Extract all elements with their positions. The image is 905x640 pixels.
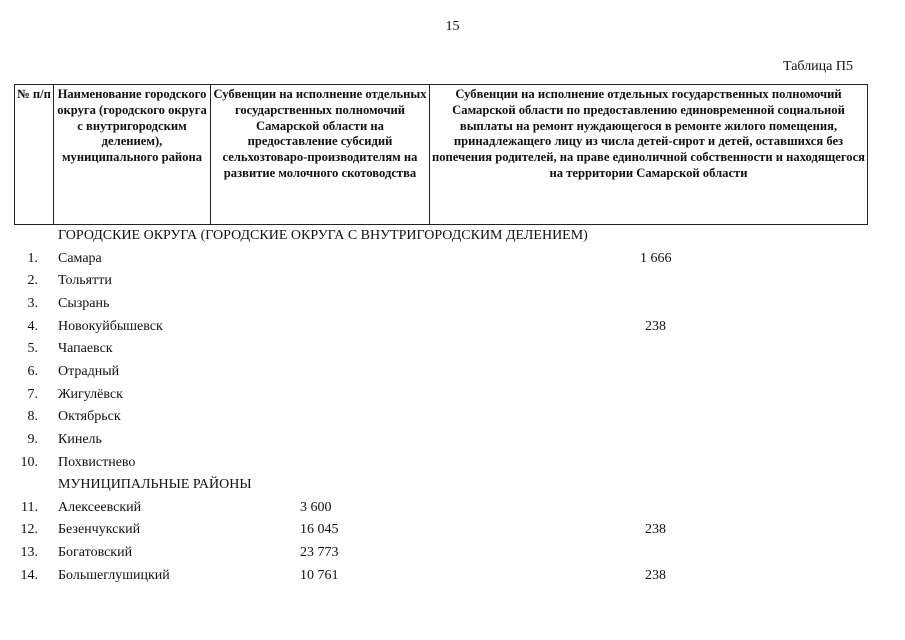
row-dairy-value: 16 045 (300, 522, 339, 537)
header-col-dairy: Субвенции на исполнение отдельных государственных полномочий Самарской области на предоставление субсидий сельхозтоваро-производителям на развитие молочного скотоводства (211, 85, 430, 225)
row-name: Безенчукский (58, 522, 141, 537)
row-number: 4. (27, 319, 38, 334)
row-name: Кинель (58, 432, 102, 447)
table-row (0, 341, 905, 363)
row-name: Жигулёвск (58, 387, 123, 402)
table-row (0, 409, 905, 431)
table-label: Таблица П5 (783, 59, 853, 74)
row-number: 13. (20, 545, 38, 560)
table-row (0, 273, 905, 295)
table-row (0, 522, 905, 544)
row-housing-value: 238 (645, 319, 666, 334)
table-row (0, 568, 905, 590)
row-name: Самара (58, 251, 102, 266)
row-number: 11. (21, 500, 38, 515)
row-number: 9. (27, 432, 38, 447)
row-name: Алексеевский (58, 500, 142, 515)
row-number: 12. (20, 522, 38, 537)
row-number: 7. (27, 387, 38, 402)
table-row (0, 432, 905, 454)
row-number: 8. (27, 409, 38, 424)
row-name: Сызрань (58, 296, 110, 311)
page-number: 15 (445, 19, 460, 34)
section-title-city-districts: ГОРОДСКИЕ ОКРУГА (ГОРОДСКИЕ ОКРУГА С ВНУТРИГОРОДСКИМ ДЕЛЕНИЕМ) (58, 228, 588, 243)
row-number: 6. (27, 364, 38, 379)
header-col-name: Наименование городского округа (городского округа с внутригородским делением), муниципального района (54, 85, 211, 225)
header-col-num: № п/п (15, 85, 54, 225)
row-name: Чапаевск (58, 341, 113, 356)
row-number: 10. (20, 455, 38, 470)
table-row (0, 251, 905, 273)
row-housing-value: 1 666 (640, 251, 672, 266)
table-row (0, 545, 905, 567)
row-name: Отрадный (58, 364, 120, 379)
row-housing-value: 238 (645, 568, 666, 583)
row-number: 1. (27, 251, 38, 266)
row-name: Новокуйбышевск (58, 319, 163, 334)
row-number: 5. (27, 341, 38, 356)
row-dairy-value: 3 600 (300, 500, 332, 515)
row-name: Октябрьск (58, 409, 121, 424)
header-col-housing: Субвенции на исполнение отдельных государственных полномочий Самарской области по предоставлению единовременной социальной выплаты на ремонт нуждающегося в ремонте жилого помещения, принадлежащего лицу из числа детей-сирот и детей, оставшихся без попечения родителей, на праве единоличной собственности и находящегося на территории Самарской области (430, 85, 868, 225)
table-row (0, 319, 905, 341)
row-name: Похвистнево (58, 455, 136, 470)
row-dairy-value: 23 773 (300, 545, 339, 560)
row-name: Тольятти (58, 273, 112, 288)
section-title-municipal-districts: МУНИЦИПАЛЬНЫЕ РАЙОНЫ (58, 477, 252, 492)
table-row (0, 387, 905, 409)
row-name: Богатовский (58, 545, 133, 560)
table-row (0, 364, 905, 386)
table-header (14, 84, 868, 225)
row-housing-value: 238 (645, 522, 666, 537)
row-number: 3. (27, 296, 38, 311)
row-dairy-value: 10 761 (300, 568, 339, 583)
row-number: 14. (20, 568, 38, 583)
table-row (0, 500, 905, 522)
table-row (0, 455, 905, 477)
table-row (0, 296, 905, 318)
row-number: 2. (27, 273, 38, 288)
row-name: Большеглушицкий (58, 568, 170, 583)
